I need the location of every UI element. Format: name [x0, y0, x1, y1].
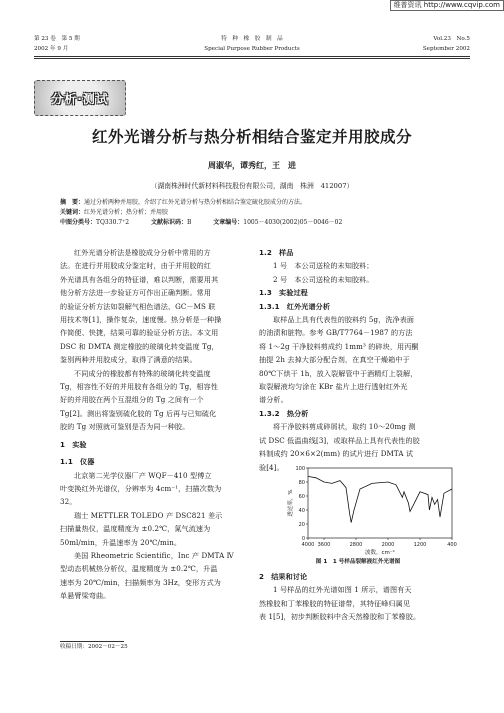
text-line: 的验证分析方法如裂解气相色谱法、GC－MS 联 [60, 301, 216, 311]
text-line: 将 1～2g 干净胶料剪成约 1mm³ 的碎块，用丙酮 [259, 341, 419, 351]
y-axis-label: 透过率，% [288, 489, 294, 517]
text-line: 将干净胶料剪成碎屑状，取约 10～20mg 测 [273, 422, 416, 432]
text-line: 的油渍和脏物。参考 GB/T7764－1987 的方法 [259, 328, 413, 338]
article-no: 1005－4030(2002)05－0046－02 [243, 219, 343, 226]
text-line: 抽提 2h 去掉大部分配合剂，在真空干燥箱中于 [259, 355, 410, 365]
classification-line [60, 218, 490, 228]
journal-cn: 特 种 橡 胶 制 品 [221, 36, 283, 42]
y-tick-label: 80 [298, 480, 305, 486]
x-tick-label: 1200 [413, 542, 427, 548]
text-line: 然橡胶和丁苯橡胶的特征谱带，其特征峰归属见 [259, 598, 411, 608]
y-tick-label: 40 [298, 508, 305, 514]
text-line: 他分析方法进一步验证方可作出正确判断。常用 [60, 288, 212, 298]
section-2-heading: 2 结果和讨论 [259, 572, 308, 581]
text-line: Tg[2]。测出将鉴别硫化胶的 Tg 后再与已知硫化 [60, 408, 217, 418]
text-line: 红外光谱分析法是橡胶成分分析中常用的方 [74, 248, 211, 257]
instrument-dsc [60, 509, 256, 549]
results-paragraph [259, 583, 457, 623]
text-line: 速率为 20℃/min，扫描频率为 3Hz，变形方式为 [60, 577, 221, 587]
text-line: 50ml/min，升温速率为 20℃/min。 [60, 537, 182, 547]
intro-paragraph-1 [60, 246, 256, 367]
y-tick-label: 20 [298, 522, 305, 528]
text-line: 料制成约 20×6×2(mm) 的试片进行 DMTA 试 [259, 449, 414, 459]
keywords: 红外光谱分析；热分析；并用胶 [84, 209, 169, 216]
y-tick-label: 100 [295, 466, 305, 472]
text-line: 扫描量热仪，温度精度为 ±0.2℃，氮气流速为 [60, 524, 211, 534]
footnote-rule [60, 641, 124, 642]
instrument-ftir [60, 469, 256, 509]
figure-caption: 图 1 1 号样品裂解液红外光谱图 [315, 559, 401, 565]
text-line: 作简便、快捷，结果可靠的验证分析方法。本文用 [60, 328, 219, 338]
section-1-3-heading: 1.3 实验过程 [259, 288, 308, 298]
left-column [60, 246, 256, 603]
x-tick-label: 400 [447, 542, 457, 548]
right-column [259, 246, 457, 474]
spectrum-line [308, 476, 452, 522]
text-line: 鉴别两种并用胶成分，取得了满意的结果。 [60, 355, 197, 365]
sample-list [259, 259, 457, 286]
article-no-label: 文章编号： [213, 219, 244, 226]
text-line: 1 号样品的红外光谱如图 1 所示，谱图有天 [273, 585, 412, 595]
x-axis-label: 波数，cm⁻¹ [365, 550, 395, 556]
abstract-label: 摘 要： [60, 199, 85, 206]
section-1-3-2-heading: 1.3.2 热分析 [259, 408, 309, 418]
received-date: 收稿日期：2002－02－25 [60, 644, 128, 650]
ir-spectrum-svg [262, 462, 462, 556]
text-line: 好的并用胶在两个互混组分的 Tg 之间有一个 [60, 395, 204, 405]
watermark: 维普资讯 http://www.cqvip.com [390, 0, 504, 11]
intro-paragraph-2 [60, 367, 256, 434]
issue-left: 第 23 卷 第 5 期 [34, 36, 80, 42]
x-tick-label: 2000 [381, 542, 395, 548]
ir-procedure [259, 313, 457, 407]
text-line: 试 DSC 低温曲线[3]，或取样品上具有代表性的胶 [259, 435, 420, 445]
text-line: 外光谱具有各组分的特征谱，难以判断，需要用其 [60, 274, 219, 284]
section-1-1-heading: 1.1 仪器 [60, 457, 95, 467]
date-right: September 2002 [422, 46, 470, 52]
text-line: 瑞士 METTLER TOLEDO 产 DSC821 差示 [74, 510, 223, 520]
results-section [259, 570, 457, 624]
clc-label: 中图分类号： [60, 219, 97, 226]
abstract: 通过分析两种并用胶，介绍了红外光谱分析与热分析相结合鉴定硫化胶成分的方法。 [84, 199, 307, 206]
journal-en: Special Purpose Rubber Products [204, 46, 300, 52]
text-line: DSC 和 DMTA 测定橡胶的玻璃化转变温度 Tg， [60, 341, 219, 351]
doc-code-label: 文献标识码： [150, 219, 187, 226]
plot-frame [308, 468, 452, 538]
badge-label: 分析·测试 [51, 91, 109, 106]
text-line: 取样品上具有代表性的胶料约 5g，洗净表面 [273, 315, 415, 325]
header-rule [34, 56, 470, 57]
clc: TQ330.7⁺2 [96, 219, 130, 226]
issue-right: Vol.23 No.5 [433, 36, 470, 42]
ir-spectrum-chart [262, 462, 462, 556]
affiliation: （湖南株洲时代新材料科技股份有限公司，湖南 株洲 412007） [150, 182, 354, 190]
text-line: 谱分析。 [259, 395, 288, 405]
date-left: 2002 年 9 月 [34, 46, 69, 52]
text-line: 北京第二光学仪器厂产 WQF－410 型傅立 [74, 470, 212, 480]
keywords-label: 关键词： [60, 209, 85, 216]
text-line: 2 号 本公司送检的未知胶料。 [273, 274, 374, 284]
section-badge [34, 80, 126, 116]
text-line: 用技术等[1]，操作复杂，速度慢。热分析是一种操 [60, 315, 222, 325]
section-1-heading: 1 实验 [60, 439, 87, 449]
text-line: 取裂解液均匀涂在 KBr 盐片上进行透射红外光 [259, 382, 408, 392]
keywords-line [60, 208, 460, 218]
text-line: 不同成分的橡胶都有特殊的玻璃化转变温度 [74, 368, 211, 378]
text-line: 法。在进行并用胶成分鉴定时，由于并用胶的红 [60, 261, 212, 271]
abstract-line [60, 198, 460, 208]
x-tick-label: 4000 [301, 542, 315, 548]
text-line: 型动态机械热分析仪，温度精度为 ±0.2℃，升温 [60, 564, 218, 574]
section-1-2-heading: 1.2 样品 [259, 248, 294, 257]
text-line: 1 号 本公司送检的未知胶料； [273, 261, 374, 271]
text-line: 验[4]。 [259, 462, 284, 472]
text-line: Tg，相容性不好的并用胶有各组分的 Tg，相容性 [60, 382, 218, 392]
section-1-3-1-heading: 1.3.1 红外光谱分析 [259, 301, 331, 311]
text-line: 表 1[5]，初步判断胶料中含天然橡胶和丁苯橡胶。 [259, 612, 421, 622]
text-line: 叶变换红外光谱仪，分辨率为 4cm⁻¹，扫描次数为 [60, 483, 222, 493]
text-line: 美国 Rheometric Scientific，Inc 产 DMTA Ⅳ [74, 550, 234, 560]
y-tick-label: 0 [301, 536, 305, 542]
text-line: 胶的 Tg 对照就可鉴别是否为同一种胶。 [60, 422, 190, 432]
authors: 周淑华，谭秀红，王 进 [208, 160, 296, 170]
x-tick-label: 3600 [317, 542, 331, 548]
text-line: 单悬臂梁弯曲。 [60, 591, 111, 601]
x-tick-label: 2800 [349, 542, 363, 548]
article-title: 红外光谱分析与热分析相结合鉴定并用胶成分 [91, 128, 412, 146]
header-rule-thin [34, 58, 470, 59]
y-tick-label: 60 [298, 494, 305, 500]
text-line: 32。 [60, 497, 77, 507]
instrument-dmta [60, 549, 256, 603]
doc-code: B [186, 219, 192, 226]
text-line: 80℃下烘干 1h，放入裂解管中于酒精灯上裂解， [259, 368, 418, 378]
